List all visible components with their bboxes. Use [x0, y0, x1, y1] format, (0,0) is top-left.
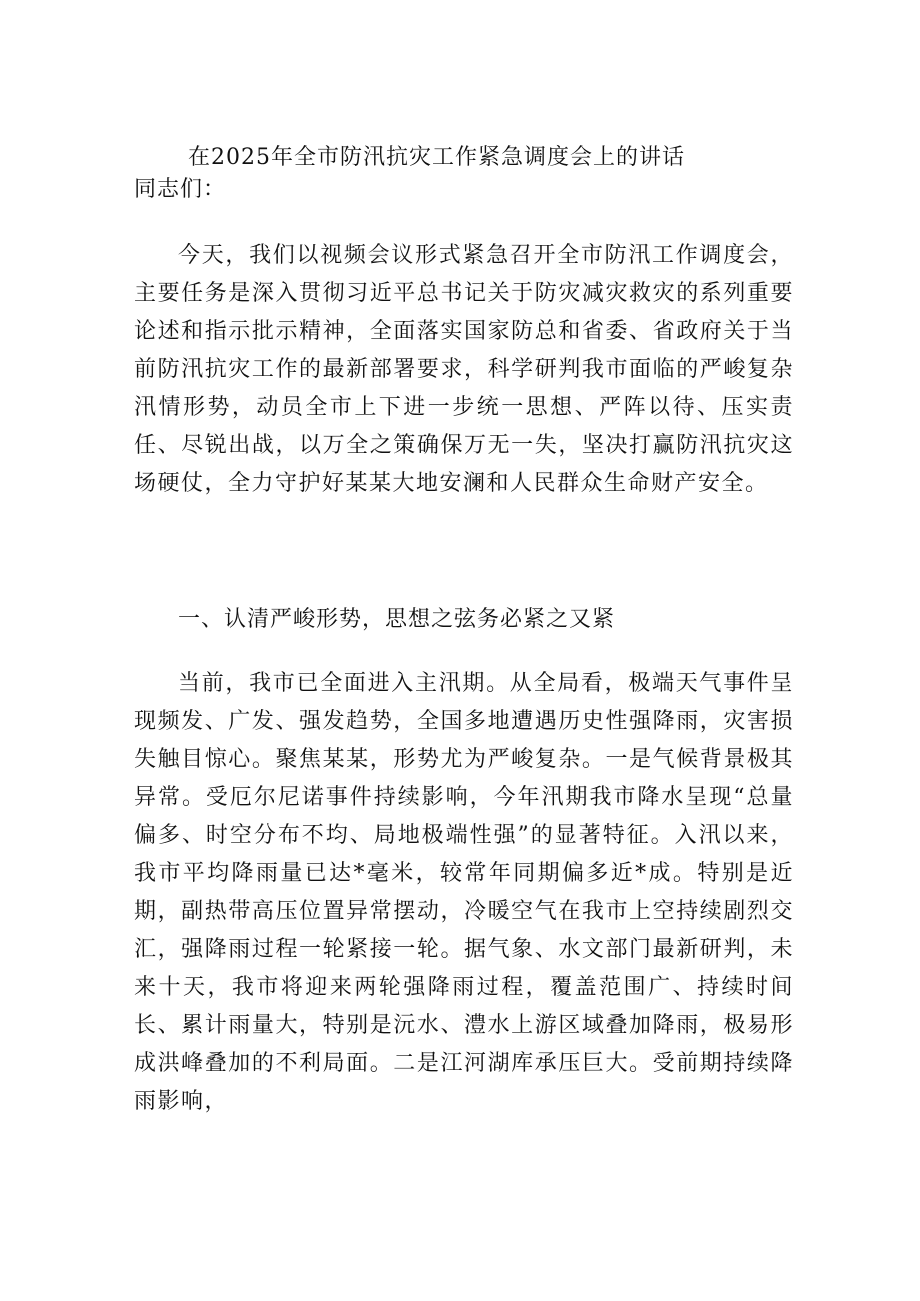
section-heading-1: 一、认清严峻形势，思想之弦务必紧之又紧	[178, 607, 616, 632]
salutation: 同志们：	[134, 177, 227, 202]
paragraph-situation: 当前，我市已全面进入主汛期。从全局看，极端天气事件呈现频发、广发、强发趋势，全国多地遭遇历史性强降雨，灾害损失触目惊心。聚焦某某，形势尤为严峻复杂。一是气候背景极其异常。受厄尔尼诺事件持续影响，今年汛期我市降水呈现“总量偏多、时空分布不均、局地极端性强”的显著特征。入汛以来，我市平均降雨量已达*毫米，较常年同期偏多近*成。特别是近期，副热带高压位置异常摆动，冷暖空气在我市上空持续剧烈交汇，强降雨过程一轮紧接一轮。据气象、水文部门最新研判，未来十天，我市将迎来两轮强降雨过程，覆盖范围广、持续时间长、累计雨量大，特别是沅水、澧水上游区域叠加降雨，极易形成洪峰叠加的不利局面。二是江河湖库承压巨大。受前期持续降雨影响，	[134, 671, 794, 1114]
paragraph-intro: 今天，我们以视频会议形式紧急召开全市防汛工作调度会，主要任务是深入贯彻习近平总书记关于防灾减灾救灾的系列重要论述和指示批示精神，全面落实国家防总和省委、省政府关于当前防汛抗灾工作的最新部署要求，科学研判我市面临的严峻复杂汛情形势，动员全市上下进一步统一思想、严阵以待、压实责任、尽锐出战，以万全之策确保万无一失，坚决打赢防汛抗灾这场硬仗，全力守护好某某大地安澜和人民群众生命财产安全。	[134, 243, 794, 496]
document-title: 在2025年全市防汛抗灾工作紧急调度会上的讲话	[188, 145, 685, 170]
